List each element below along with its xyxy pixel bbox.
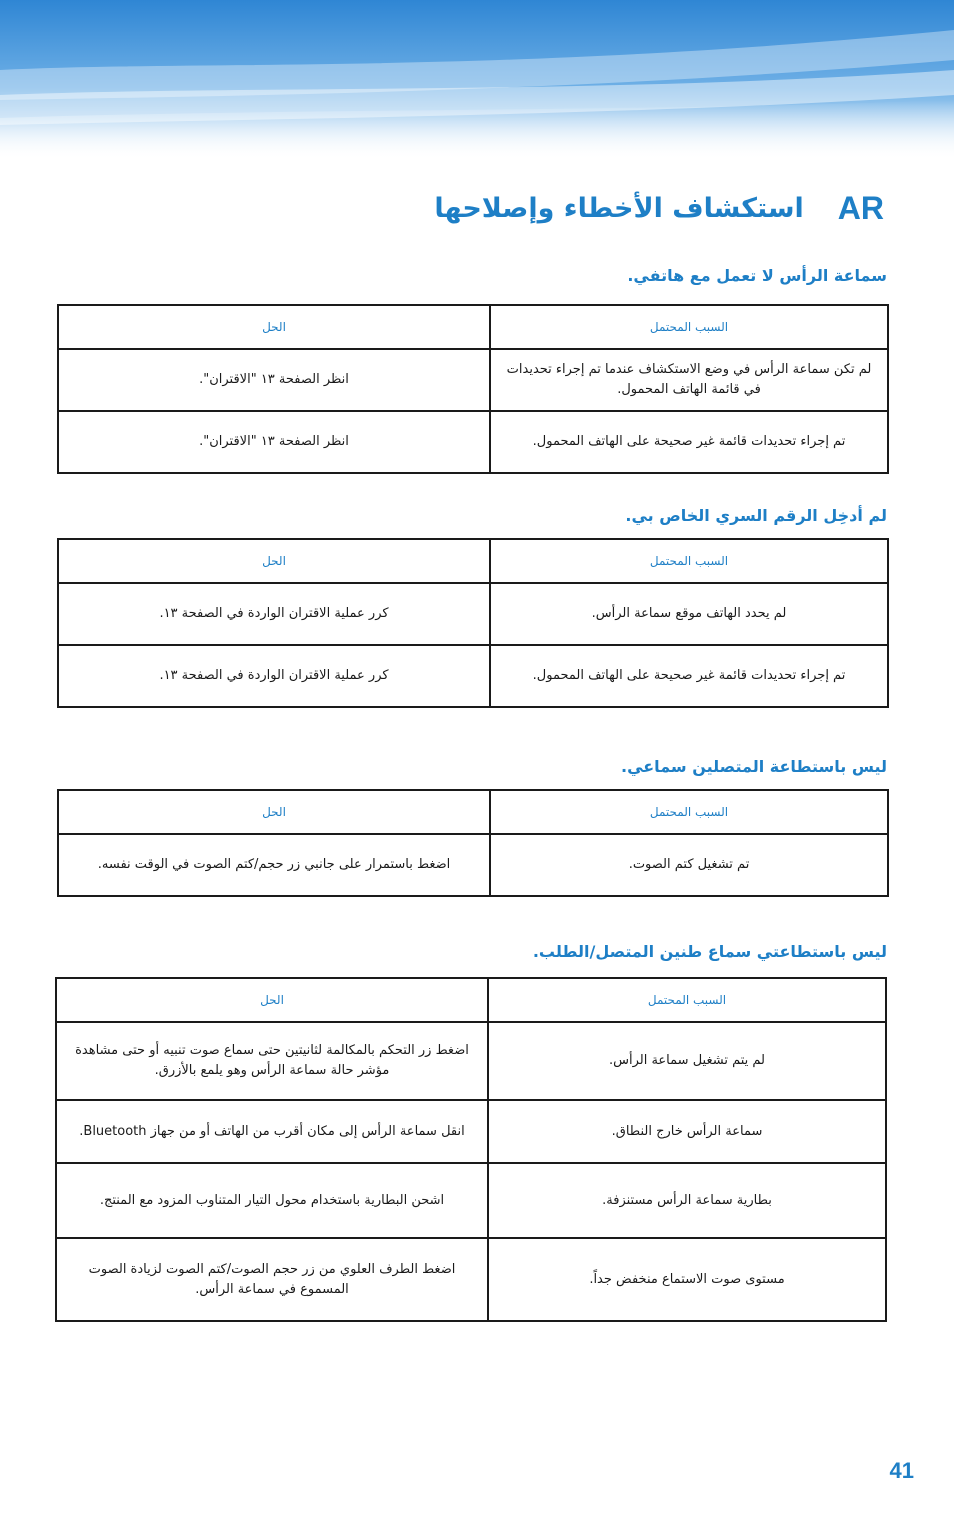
table-row xyxy=(58,583,888,645)
table-header-row xyxy=(58,539,888,583)
table-row xyxy=(58,349,888,411)
table-row xyxy=(56,1022,886,1100)
solution-cell: كرر عملية الاقتران الواردة في الصفحة ١٣. xyxy=(58,583,490,645)
cause-header: السبب المحتمل xyxy=(490,305,888,349)
troubleshoot-table-3 xyxy=(57,789,889,897)
solution-cell: اضغط زر التحكم بالمكالمة لثانيتين حتى سماع صوت تنبيه أو حتى مشاهدة مؤشر حالة سماعة الرأس وهو يلمع بالأزرق. xyxy=(56,1022,488,1100)
table-row xyxy=(56,1100,886,1163)
solution-cell: انقل سماعة الرأس إلى مكان أقرب من الهاتف أو من جهاز Bluetooth. xyxy=(56,1100,488,1163)
solution-cell: اشحن البطارية باستخدام محول التيار المتناوب المزود مع المنتج. xyxy=(56,1163,488,1238)
section-title-3: ليس باستطاعة المتصلين سماعي. xyxy=(620,757,887,776)
table-row xyxy=(56,1163,886,1238)
cause-cell: تم إجراء تحديدات قائمة غير صحيحة على الهاتف المحمول. xyxy=(490,411,888,473)
table-row xyxy=(58,645,888,707)
solution-cell: انظر الصفحة ١٣ "الاقتران". xyxy=(58,411,490,473)
solution-cell: اضغط الطرف العلوي من زر حجم الصوت/كتم الصوت لزيادة الصوت المسموع في سماعة الرأس. xyxy=(56,1238,488,1321)
table-row xyxy=(56,1238,886,1321)
cause-header: السبب المحتمل xyxy=(488,978,886,1022)
solution-header: الحل xyxy=(56,978,488,1022)
cause-cell: مستوى صوت الاستماع منخفض جداً. xyxy=(488,1238,886,1321)
table-row xyxy=(58,834,888,896)
table-header-row xyxy=(58,790,888,834)
page-number: 41 xyxy=(889,1458,914,1483)
table-row xyxy=(58,411,888,473)
cause-header: السبب المحتمل xyxy=(490,539,888,583)
solution-cell: اضغط باستمرار على جانبي زر حجم/كتم الصوت في الوقت نفسه. xyxy=(58,834,490,896)
cause-cell: بطارية سماعة الرأس مستنزفة. xyxy=(488,1163,886,1238)
troubleshoot-table-2 xyxy=(57,538,889,708)
troubleshoot-table-1 xyxy=(57,304,889,474)
solution-cell: كرر عملية الاقتران الواردة في الصفحة ١٣. xyxy=(58,645,490,707)
cause-cell: تم تشغيل كتم الصوت. xyxy=(490,834,888,896)
language-code: AR xyxy=(837,190,884,226)
solution-header: الحل xyxy=(58,790,490,834)
solution-header: الحل xyxy=(58,305,490,349)
cause-cell: سماعة الرأس خارج النطاق. xyxy=(488,1100,886,1163)
header-banner xyxy=(0,0,954,160)
cause-cell: لم تكن سماعة الرأس في وضع الاستكشاف عندما تم إجراء تحديدات في قائمة الهاتف المحمول. xyxy=(490,349,888,411)
title-row xyxy=(284,190,884,227)
table-header-row xyxy=(58,305,888,349)
troubleshoot-table-4 xyxy=(55,977,887,1322)
section-title-1: سماعة الرأس لا تعمل مع هاتفي. xyxy=(627,266,887,285)
cause-cell: تم إجراء تحديدات قائمة غير صحيحة على الهاتف المحمول. xyxy=(490,645,888,707)
page-title: استكشاف الأخطاء وإصلاحها xyxy=(434,193,804,224)
table-header-row xyxy=(56,978,886,1022)
cause-cell: لم يتم تشغيل سماعة الرأس. xyxy=(488,1022,886,1100)
solution-header: الحل xyxy=(58,539,490,583)
cause-header: السبب المحتمل xyxy=(490,790,888,834)
solution-cell: انظر الصفحة ١٣ "الاقتران". xyxy=(58,349,490,411)
cause-cell: لم يحدد الهاتف موقع سماعة الرأس. xyxy=(490,583,888,645)
section-title-2: لم أدخِل الرقم السري الخاص بي. xyxy=(625,506,887,525)
section-title-4: ليس باستطاعتي سماع طنين المتصل/الطلب. xyxy=(532,942,887,961)
